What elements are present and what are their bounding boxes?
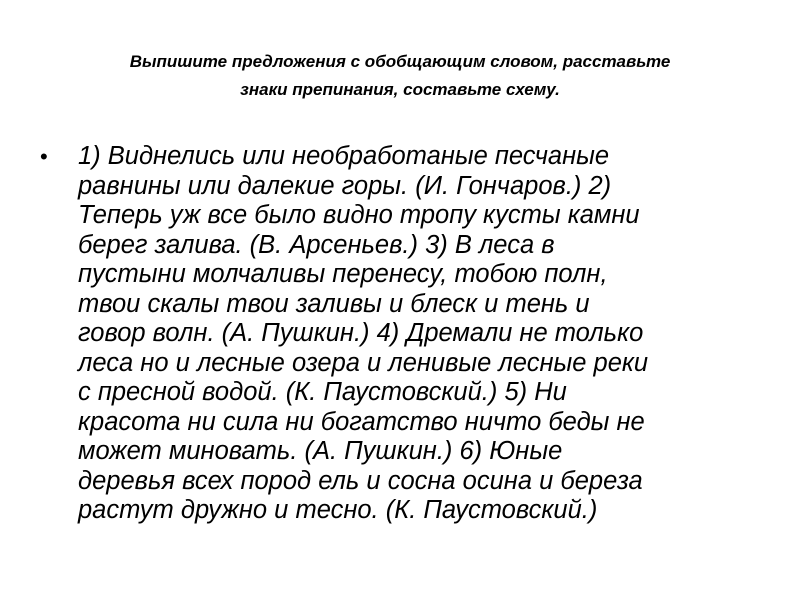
bullet-dot-icon: •: [40, 144, 48, 169]
body-line-4: берег залива. (В. Арсеньев.) 3) В леса в: [78, 230, 555, 259]
title-line-2: знаки препинания, составьте схему.: [240, 80, 560, 99]
body-line-8: леса но и лесные озера и ленивые лесные реки: [78, 348, 649, 377]
body-line-9: с пресной водой. (К. Паустовский.) 5) Ни: [78, 378, 567, 406]
body-line-1: 1) Виднелись или необработаные песчаные: [78, 142, 610, 170]
exercise-item: [40, 142, 750, 526]
body-line-7: говор волн. (А. Пушкин.) 4) Дремали не только: [78, 319, 644, 347]
body-line-13: растут дружно и тесно. (К. Паустовский.): [78, 496, 598, 524]
body-line-12: деревья всех пород ель и сосна осина и береза: [78, 466, 643, 495]
body-line-10: красота ни сила ни богатство ничто беды не: [78, 407, 645, 436]
body-line-3: Теперь уж все было видно тропу кусты камни: [78, 201, 640, 229]
body-line-2: равнины или далекие горы. (И. Гончаров.) 2): [78, 171, 612, 200]
body-line-5: пустыни молчаливы перенесу, тобою полн,: [78, 260, 608, 288]
slide-title: [40, 48, 760, 104]
title-line-1: Выпишите предложения с обобщающим словом, расставьте: [129, 52, 671, 71]
body-line-11: может миновать. (А. Пушкин.) 6) Юные: [78, 437, 563, 465]
body-line-6: твои скалы твои заливы и блеск и тень и: [78, 289, 590, 318]
exercise-list: [40, 142, 750, 526]
